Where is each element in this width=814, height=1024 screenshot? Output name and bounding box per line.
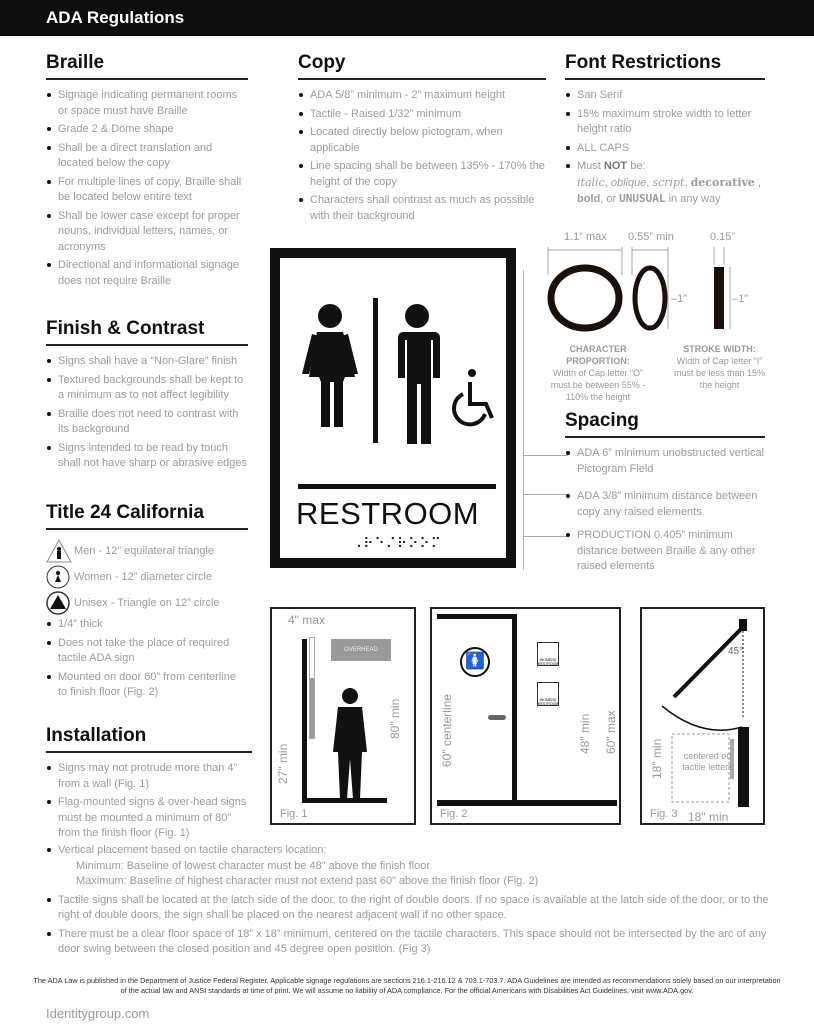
caption-title: STROKE WIDTH: — [683, 344, 756, 354]
sign-copy: RESTROOM — [296, 496, 480, 531]
website-link[interactable]: Identitygroup.com — [46, 1006, 150, 1021]
list-item: Directional and informational signage does not require Braille — [46, 258, 248, 289]
list-item: ALL CAPS — [565, 141, 765, 157]
braille-section — [46, 52, 248, 292]
figure-label: Fig. 1 — [280, 808, 308, 820]
text: Vertical placement based on tactile characters location: — [58, 844, 327, 856]
installation-section — [46, 725, 252, 845]
overhead-sign: OVERHEAD — [331, 639, 391, 661]
text: oblique — [610, 176, 647, 189]
list-item: Signs shall have a “Non-Glare” finish — [46, 354, 248, 370]
text: Maximum: Baseline of highest character must not extend past 60” above the finish floor (Fig. 2) — [76, 875, 539, 887]
figure-1 — [270, 607, 416, 825]
header-bar — [0, 0, 814, 36]
text: , or — [600, 193, 620, 205]
title24-heading: Title 24 California — [46, 502, 248, 530]
figure-label: Fig. 2 — [440, 808, 468, 820]
list-item: San Serif — [565, 88, 765, 104]
dim-label: 1.1” max — [564, 231, 607, 243]
spacing-section — [565, 410, 765, 578]
leader-line — [523, 536, 568, 537]
circle-triangle-icon — [46, 591, 72, 615]
list-item: Mounted on door 60” from centerline to finish floor (Fig. 2) — [46, 670, 248, 701]
svg-text:45°: 45° — [728, 646, 744, 657]
door-edge — [512, 614, 517, 804]
copy-heading: Copy — [298, 52, 546, 80]
text: script — [652, 175, 685, 189]
list-item: Braille does not need to contrast with its background — [46, 407, 248, 438]
divider-line — [298, 484, 496, 489]
list-item: Signage indicating permanent rooms or space must have Braille — [46, 88, 248, 119]
wall-sign: WOMENS RESTROOM — [537, 682, 559, 706]
text: be: — [627, 160, 646, 172]
triangle-man-icon — [46, 539, 72, 563]
text: in any way — [665, 193, 721, 205]
disclaimer: The ADA Law is published in the Department of Justice Federal Register. Applicable signage regulations are sections 216.1-216.12 & 703.1-703.7. ADA Guidelines are intended as recommendations solely based on our interpretation of the actual law and ANSI standards at time of print. We will assume no liability of ADA compliance. For the official Americans with Disabilities Act Guidelines, visit www.ADA.gov. — [33, 976, 781, 995]
wall-sign: WOMENS RESTROOM — [537, 642, 559, 666]
door-handle — [488, 715, 506, 720]
character-proportion-caption — [548, 343, 648, 403]
wheelchair-icon — [454, 369, 492, 424]
installation-heading: Installation — [46, 725, 252, 753]
dim-label: 0.55” min — [628, 231, 674, 243]
list-item: Textured backgrounds shall be kept to a minimum as to not affect legibility — [46, 373, 248, 404]
list-item — [46, 843, 776, 890]
svg-text:–1": –1" — [732, 293, 749, 305]
svg-text:–1": –1" — [671, 293, 688, 305]
text: Must — [577, 160, 604, 172]
font-heading: Font Restrictions — [565, 52, 765, 80]
dim-label: 48" min — [578, 713, 592, 754]
person-silhouette-icon — [332, 687, 368, 801]
list-item: ADA 6” minimum unobstructed vertical Pictogram Field — [565, 446, 765, 477]
finish-heading: Finish & Contrast — [46, 318, 248, 346]
dim-label: 18" min — [688, 810, 729, 824]
dim-label: 80" min — [388, 698, 402, 739]
list-item: Grade 2 & Dome shape — [46, 122, 248, 138]
caption-text: Width of Cap letter “I” must be less than 15% the height — [673, 356, 766, 390]
dimension-bracket — [523, 270, 524, 570]
label: Women - 12” diameter circle — [74, 571, 212, 583]
women-circle-sign: 🚺 — [460, 647, 490, 677]
list-item: Signs intended to be read by touch shall not have sharp or abrasive edges — [46, 441, 248, 472]
spacing-heading: Spacing — [565, 410, 765, 438]
installation-wide — [46, 843, 776, 961]
list-item: 1/4” thick — [46, 617, 248, 633]
figure-2 — [430, 607, 621, 825]
divider — [373, 298, 378, 443]
stroke-width-caption — [672, 343, 767, 391]
dim-label: 60" centerline — [440, 694, 454, 767]
circle-woman-icon — [46, 565, 72, 589]
wall — [302, 639, 307, 801]
dim-label: centered on tactile letters — [682, 751, 733, 772]
text: NOT — [603, 160, 628, 172]
list-item: For multiple lines of copy, Braille shall be located below entire text — [46, 175, 248, 206]
title24-women — [46, 564, 248, 590]
text: bold — [577, 193, 601, 205]
list-item: Shall be lower case except for proper nouns, individual letters, names, or acronyms — [46, 209, 248, 256]
sign-braille: ⠠⠗⠑⠌⠗⠕⠕⠍ — [352, 536, 443, 552]
pictogram — [295, 298, 495, 448]
list-item: There must be a clear floor space of 18” x 18” minimum, centered on the tactile characters. This space should not be intersected by the arc of any door swing between the closed position and 45 degree open position. (Fig 3) — [46, 927, 776, 958]
dim-label: 4" max — [288, 613, 325, 627]
door-swing-diagram — [642, 609, 764, 824]
dim-label: 0.15” — [710, 231, 736, 243]
caption-title: CHARACTER PROPORTION: — [566, 344, 630, 366]
figure-label: Fig. 3 — [650, 808, 678, 820]
list-item: ADA 5/8” minimum - 2” maximum height — [298, 88, 546, 104]
list-item: Located directly below pictogram, when applicable — [298, 125, 546, 156]
finish-section — [46, 318, 248, 475]
title24-unisex — [46, 590, 248, 616]
list-item: Line spacing shall be between 135% - 170% the height of the copy — [298, 159, 546, 190]
text: Minimum: Baseline of lowest character must be 48” above the finish floor — [76, 859, 430, 872]
list-item: Must NOT be: italic, oblique, script, decorative , bold, or UNUSUAL in any way — [565, 159, 765, 208]
list-item: Tactile signs shall be located at the latch side of the door, to the right of double doors. If no space is available at the latch side of the door, or to the right of double doors, the sign shall be placed on the nearest adjacent wall if no other space. — [46, 893, 776, 924]
copy-section — [298, 52, 546, 227]
list-item: Flag-mounted signs & over-head signs must be mounted a minimum of 80” from the finish floor (Fig. 1) — [46, 795, 252, 842]
text: UNUSUAL — [619, 192, 666, 205]
door-frame — [437, 614, 517, 619]
man-icon — [398, 304, 440, 444]
list-item: PRODUCTION 0.405” minimum distance between Braille & any other raised elements — [565, 528, 765, 575]
flag-sign — [309, 637, 315, 739]
floor — [437, 800, 617, 806]
label: Men - 12” equilateral triangle — [74, 545, 215, 557]
label: Unisex - Triangle on 12” circle — [74, 597, 220, 609]
title24-men — [46, 538, 248, 564]
dim-label: 27" min — [276, 743, 290, 784]
list-item: Shall be a direct translation and located below the copy — [46, 141, 248, 172]
page-title: ADA Regulations — [46, 8, 185, 27]
text: decorative — [690, 175, 755, 189]
text: italic — [577, 175, 605, 189]
woman-icon — [302, 304, 358, 427]
list-item: ADA 3/8” minimum distance between copy any raised elements — [565, 489, 765, 520]
letter-proportion-graphic — [540, 245, 770, 340]
dim-label: 18" min — [650, 738, 664, 779]
list-item: Signs may not protrude more than 4” from a wall (Fig. 1) — [46, 761, 252, 792]
list-item: Does not take the place of required tactile ADA sign — [46, 636, 248, 667]
font-section — [565, 52, 765, 211]
list-item: 15% maximum stroke width to letter height ratio — [565, 107, 765, 138]
leader-line — [523, 455, 568, 456]
caption-text: Width of Cap letter “O” must be between 55% - 110% the height — [550, 368, 646, 402]
restroom-sign-example — [270, 248, 516, 568]
dim-label: 60" max — [604, 710, 618, 754]
figure-3 — [640, 607, 765, 825]
title24-section — [46, 502, 248, 704]
braille-heading: Braille — [46, 52, 248, 80]
list-item: Characters shall contrast as much as possible with their background — [298, 193, 546, 224]
list-item: Tactile - Raised 1/32” minimum — [298, 107, 546, 123]
leader-line — [523, 494, 568, 495]
